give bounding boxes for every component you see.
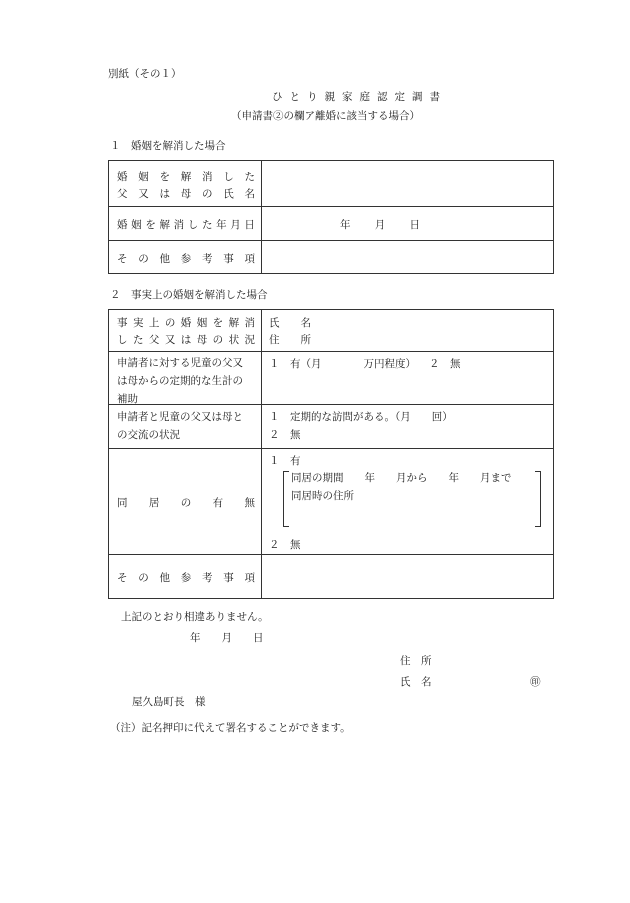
- declaration-text: 上記のとおり相違ありません。: [121, 611, 269, 623]
- s2-row4-label: 同 居 の 有 無: [117, 497, 255, 509]
- s2-row1-name-label: 氏 名: [269, 317, 311, 329]
- s2-row1-label-line1: 事 実 上 の 婚 姻 を 解 消: [117, 317, 255, 329]
- addressee: 屋久島町長 様: [132, 696, 206, 708]
- s2-row5-label: そ の 他 参 考 事 項: [117, 572, 255, 584]
- attachment-label: 別紙（その１）: [108, 68, 182, 80]
- s1-row2-date: 年 月 日: [340, 219, 420, 231]
- s2-row2-option1: １ 有（月 万円程度）: [269, 358, 416, 370]
- right-bracket: [535, 471, 541, 527]
- date-line: 年 月 日: [190, 632, 264, 644]
- s2-row4-option1: １ 有: [269, 455, 301, 467]
- section1-table: [108, 160, 554, 274]
- s2-row1-address-label: 住 所: [269, 334, 311, 346]
- s2-row2-option2: ２ 無: [429, 358, 461, 370]
- footnote: （注）記名押印に代えて署名することができます。: [110, 722, 351, 734]
- applicant-address-label: 住 所: [400, 655, 432, 667]
- applicant-name-label: 氏 名: [400, 676, 432, 688]
- s2-row1-label-line2: し た 父 又 は 母 の 状 況: [117, 334, 255, 346]
- s2-row3-options: １ 定期的な訪問がある。（月 回） ２ 無: [269, 411, 453, 441]
- left-bracket: [283, 471, 289, 527]
- s1-row3-label: そ の 他 参 考 事 項: [117, 253, 255, 265]
- s2-row2-label: 申請者に対する児童の父又 は母からの定期的な生計の 補助: [117, 357, 243, 405]
- document-subtitle: （申請書②の欄ア離婚に該当する場合）: [231, 110, 420, 122]
- s2-row4-period: 同居の期間 年 月から 年 月まで: [291, 472, 512, 484]
- document-title: ひとり親家庭認定調書: [272, 91, 447, 103]
- section2-table: [108, 309, 554, 599]
- s1-row1-label-line1: 婚 姻 を 解 消 し た: [117, 171, 255, 183]
- section2-heading: ２ 事実上の婚姻を解消した場合: [110, 289, 268, 301]
- s2-row3-label: 申請者と児童の父又は母と の交流の状況: [117, 411, 243, 441]
- section1-heading: １ 婚姻を解消した場合: [110, 140, 226, 152]
- s1-row1-label-line2: 父 又 は 母 の 氏 名: [117, 188, 255, 200]
- seal-mark-icon: ㊞: [530, 676, 541, 688]
- s2-row4-option2: ２ 無: [269, 539, 301, 551]
- s2-row4-address: 同居時の住所: [291, 490, 354, 502]
- s1-row2-label: 婚 姻 を 解 消 し た 年 月 日: [117, 219, 255, 231]
